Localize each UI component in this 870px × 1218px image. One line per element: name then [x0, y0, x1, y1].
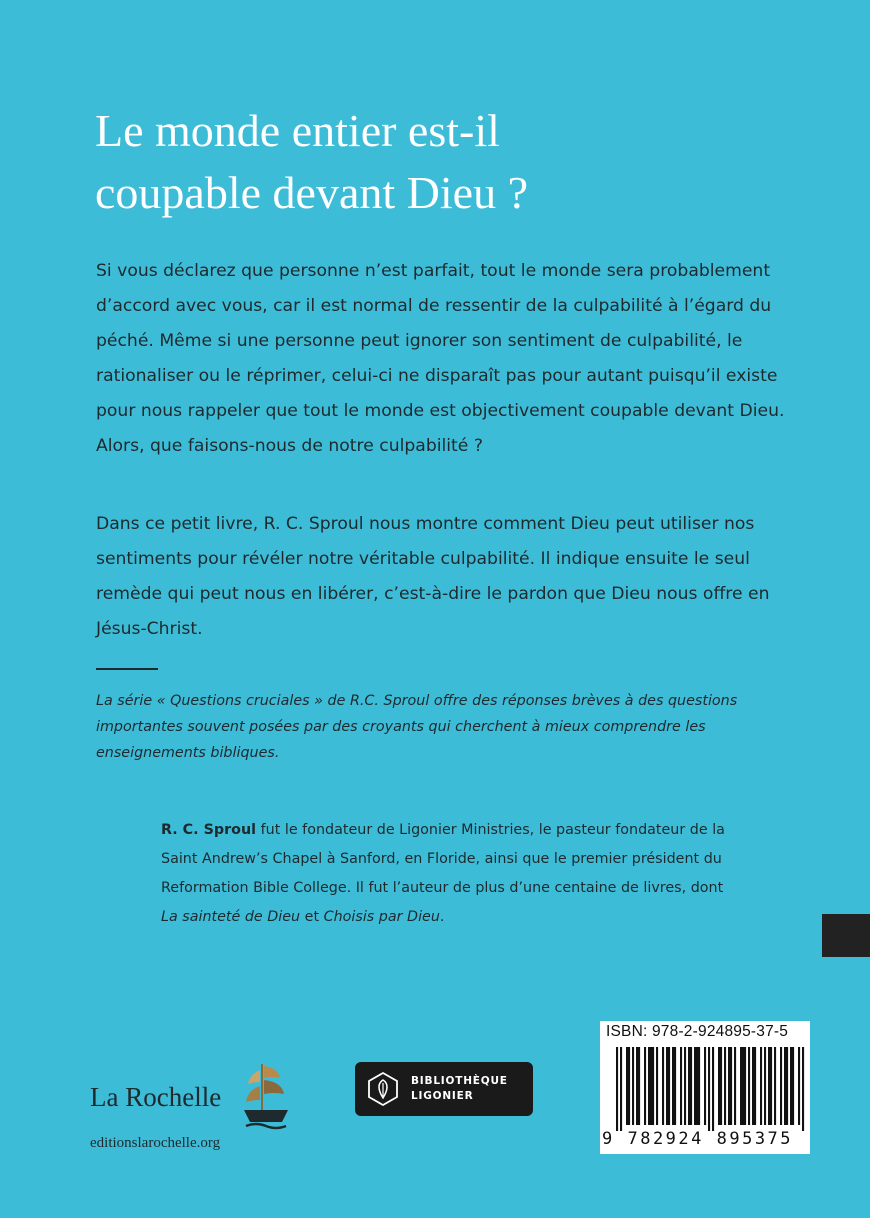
barcode-digits: 9 782924 895375: [602, 1129, 794, 1149]
barcode-bar: [674, 1047, 676, 1125]
isbn-barcode: [600, 1021, 810, 1154]
barcode-bar: [656, 1047, 658, 1125]
series-note: La série « Questions cruciales » de R.C. Sproul offre des réponses brèves à des questions importantes souvent posées par des croyants qui cherchent à mieux comprendre les enseignements bibliques.: [96, 693, 738, 761]
barcode-bar: [666, 1047, 668, 1125]
barcode-bar: [626, 1047, 628, 1125]
title-line-2: coupable devant Dieu ?: [95, 167, 528, 218]
barcode-bar: [798, 1047, 800, 1125]
barcode-bars: [616, 1047, 806, 1131]
barcode-bar: [632, 1047, 634, 1125]
barcode-bar: [780, 1047, 782, 1125]
barcode-bar: [688, 1047, 690, 1125]
barcode-bar: [724, 1047, 726, 1125]
author-name: R. C. Sproul: [161, 822, 257, 838]
barcode-bar: [628, 1047, 630, 1125]
barcode-bar: [638, 1047, 640, 1125]
publisher-url: editionslarochelle.org: [90, 1135, 221, 1151]
barcode-bar: [752, 1047, 754, 1125]
barcode-bar: [684, 1047, 686, 1125]
barcode-bar: [652, 1047, 654, 1125]
ligonier-line-2: LIGONIER: [411, 1090, 474, 1102]
barcode-bar: [792, 1047, 794, 1125]
author-bio: [161, 816, 741, 932]
barcode-bar: [696, 1047, 698, 1125]
barcode-bar: [770, 1047, 772, 1125]
barcode-bar: [672, 1047, 674, 1125]
barcode-bar: [694, 1047, 696, 1125]
author-bio-end: .: [439, 909, 445, 925]
barcode-bar: [708, 1047, 710, 1131]
barcode-bar: [802, 1047, 804, 1131]
ship-icon: [242, 1060, 290, 1134]
barcode-bar: [704, 1047, 706, 1125]
barcode-bar: [680, 1047, 682, 1125]
barcode-bar: [650, 1047, 652, 1125]
description-paragraph-1: Si vous déclarez que personne n’est parfait, tout le monde sera probablement d’accord avec vous, car il est normal de ressentir de la culpabilité à l’égard du péché. Même si une personne peut ignorer son sentiment de culpabilité, le rationaliser ou le réprimer, celui-ci ne disparaît pas pour autant puisqu’il existe pour nous rappeler que tout le monde est objectivement coupable devant Dieu. Alors, que faisons-nous de notre culpabilité ?: [96, 261, 785, 456]
barcode-bar: [790, 1047, 792, 1125]
barcode-bar: [698, 1047, 700, 1125]
author-bio-text: fut le fondateur de Ligonier Ministries, le pasteur fondateur de la Saint Andrew’s Chapel à Sanford, en Floride, ainsi que le premier président du Reformation Bible College. Il fut l’auteur de plus d’une centaine de livres, dont: [161, 822, 725, 896]
ligonier-line-1: BIBLIOTHÈQUE: [411, 1075, 508, 1087]
author-bio-and: et: [300, 909, 324, 925]
barcode-bar: [644, 1047, 646, 1125]
barcode-bar: [668, 1047, 670, 1125]
separator-rule: [96, 668, 158, 670]
ligonier-logo-icon: [365, 1071, 401, 1107]
isbn-number: ISBN: 978-2-924895-37-5: [606, 1023, 789, 1040]
barcode-bar: [754, 1047, 756, 1125]
publisher-name: La Rochelle: [90, 1082, 222, 1112]
barcode-bar: [662, 1047, 664, 1125]
barcode-bar: [740, 1047, 742, 1125]
title-line-1: Le monde entier est-il: [95, 105, 500, 156]
barcode-bar: [636, 1047, 638, 1125]
barcode-bar: [648, 1047, 650, 1125]
barcode-bar: [774, 1047, 776, 1125]
barcode-bar: [742, 1047, 744, 1125]
barcode-bar: [748, 1047, 750, 1125]
description-paragraph-2: Dans ce petit livre, R. C. Sproul nous montre comment Dieu peut utiliser nos sentiments pour révéler notre véritable culpabilité. Il indique ensuite le seul remède qui peut nous en libérer, c’est-à-dire le pardon que Dieu nous offre en Jésus-Christ.: [96, 514, 770, 639]
ligonier-text: [411, 1074, 508, 1104]
barcode-bar: [712, 1047, 714, 1131]
barcode-bar: [620, 1047, 622, 1131]
book-title-1: La sainteté de Dieu: [161, 909, 301, 925]
publisher-logo: [90, 1060, 310, 1160]
barcode-bar: [768, 1047, 770, 1125]
barcode-bar: [744, 1047, 746, 1125]
barcode-bar: [786, 1047, 788, 1125]
barcode-bar: [760, 1047, 762, 1125]
book-title-2: Choisis par Dieu: [323, 909, 440, 925]
edge-tab: [822, 914, 870, 957]
book-title: [95, 100, 795, 224]
barcode-bar: [690, 1047, 692, 1125]
ligonier-badge: [355, 1062, 533, 1116]
barcode-bar: [718, 1047, 720, 1125]
barcode-bar: [720, 1047, 722, 1125]
barcode-bar: [730, 1047, 732, 1125]
barcode-bar: [784, 1047, 786, 1125]
barcode-bar: [764, 1047, 766, 1125]
barcode-bar: [734, 1047, 736, 1125]
barcode-bar: [616, 1047, 618, 1131]
barcode-bar: [728, 1047, 730, 1125]
